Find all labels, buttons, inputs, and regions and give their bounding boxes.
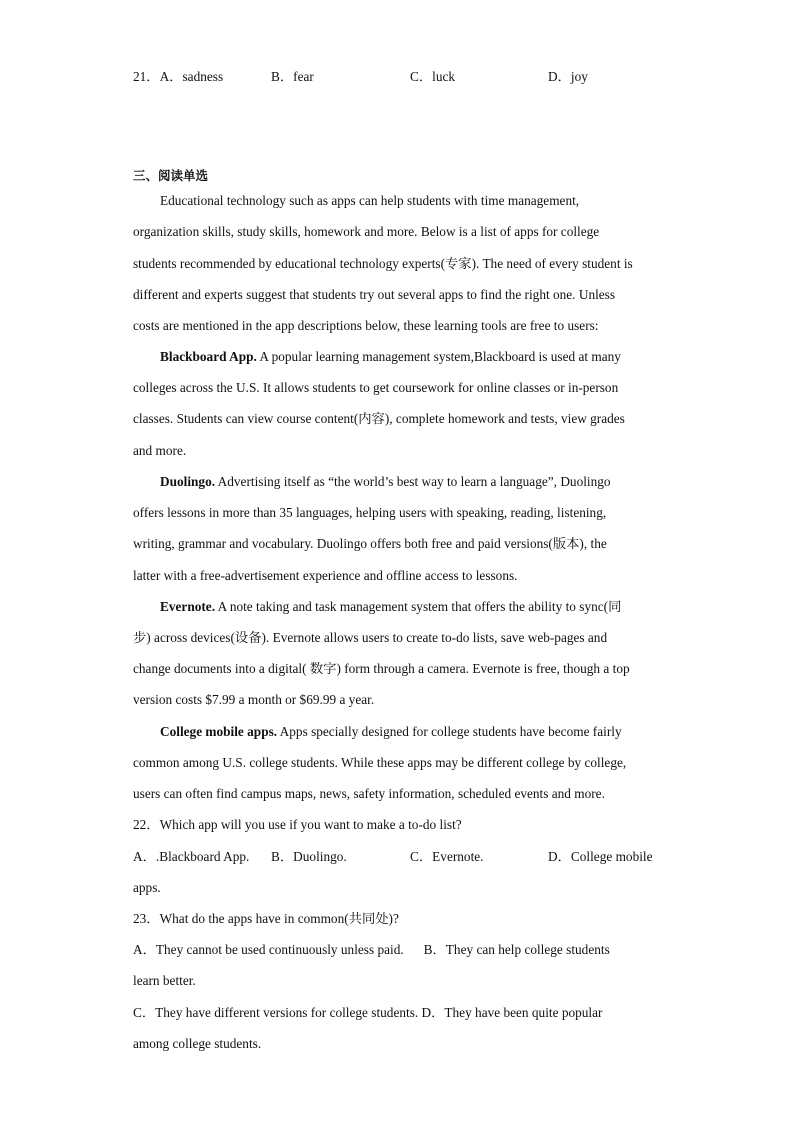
app-name-blackboard: Blackboard App. [160,349,257,364]
passage-intro-line: Educational technology such as apps can help students with time management, [160,193,580,208]
q21-option-c: C．luck [410,69,456,84]
q22-option-d-wrap: apps. [133,880,161,895]
q22-option-d: D．College mobile [548,849,653,864]
app-name-college-mobile: College mobile apps. [160,724,278,739]
passage-intro-line: different and experts suggest that students try out several apps to find the right one. Unless [133,287,616,302]
app-name-duolingo: Duolingo. [160,474,216,489]
app-blackboard-line: and more. [133,443,187,458]
app-evernote-line: change documents into a digital( 数字) form through a camera. Evernote is free, though a top [133,661,630,676]
q22-option-b: B．Duolingo. [271,849,347,864]
app-college-line: users can often find campus maps, news, safety information, scheduled events and more. [133,786,605,801]
passage-intro-line: costs are mentioned in the app descriptions below, these learning tools are free to users: [133,318,599,333]
app-name-evernote: Evernote. [160,599,216,614]
q23-options-line: learn better. [133,973,196,988]
q23-options-line: A．They cannot be used continuously unless paid. B．They can help college students [133,942,610,957]
app-duolingo-line: latter with a free-advertisement experience and offline access to lessons. [133,568,518,583]
q21-option-d: D．joy [548,69,588,84]
app-duolingo-first-line: Duolingo. Advertising itself as “the world’s best way to learn a language”, Duolingo [160,474,611,489]
q23-options-line: C．They have different versions for college students. D．They have been quite popular [133,1005,603,1020]
app-blackboard-first-line: Blackboard App. A popular learning management system,Blackboard is used at many [160,349,621,364]
app-evernote-line: 步) across devices(设备). Evernote allows users to create to-do lists, save web-pages and [133,630,608,645]
app-evernote-line: version costs $7.99 a month or $69.99 a year. [133,692,375,707]
question-22-stem: 22．Which app will you use if you want to make a to-do list? [133,817,462,832]
app-blackboard-line: colleges across the U.S. It allows students to get coursework for online classes or in-person [133,380,619,395]
passage-intro-line: students recommended by educational technology experts(专家). The need of every student is [133,256,633,271]
app-duolingo-line: writing, grammar and vocabulary. Duolingo offers both free and paid versions(版本), the [133,536,607,551]
app-evernote-first-line: Evernote. A note taking and task management system that offers the ability to sync(同 [160,599,622,614]
app-college-line: common among U.S. college students. While these apps may be different college by college, [133,755,627,770]
q23-options-line: among college students. [133,1036,262,1051]
app-college-first-line: College mobile apps. Apps specially designed for college students have become fairly [160,724,622,739]
app-duolingo-line: offers lessons in more than 35 languages, helping users with speaking, reading, listening, [133,505,607,520]
q21-option-a: 21．A．sadness [133,69,224,84]
question-23-stem: 23．What do the apps have in common(共同处)? [133,911,399,926]
q22-option-a: A．.Blackboard App. [133,849,250,864]
q21-option-b: B．fear [271,69,314,84]
q22-option-c: C．Evernote. [410,849,484,864]
section-title: 三、阅读单选 [133,168,209,183]
passage-intro-line: organization skills, study skills, homework and more. Below is a list of apps for college [133,224,600,239]
app-blackboard-line: classes. Students can view course content(内容), complete homework and tests, view grades [133,411,625,426]
